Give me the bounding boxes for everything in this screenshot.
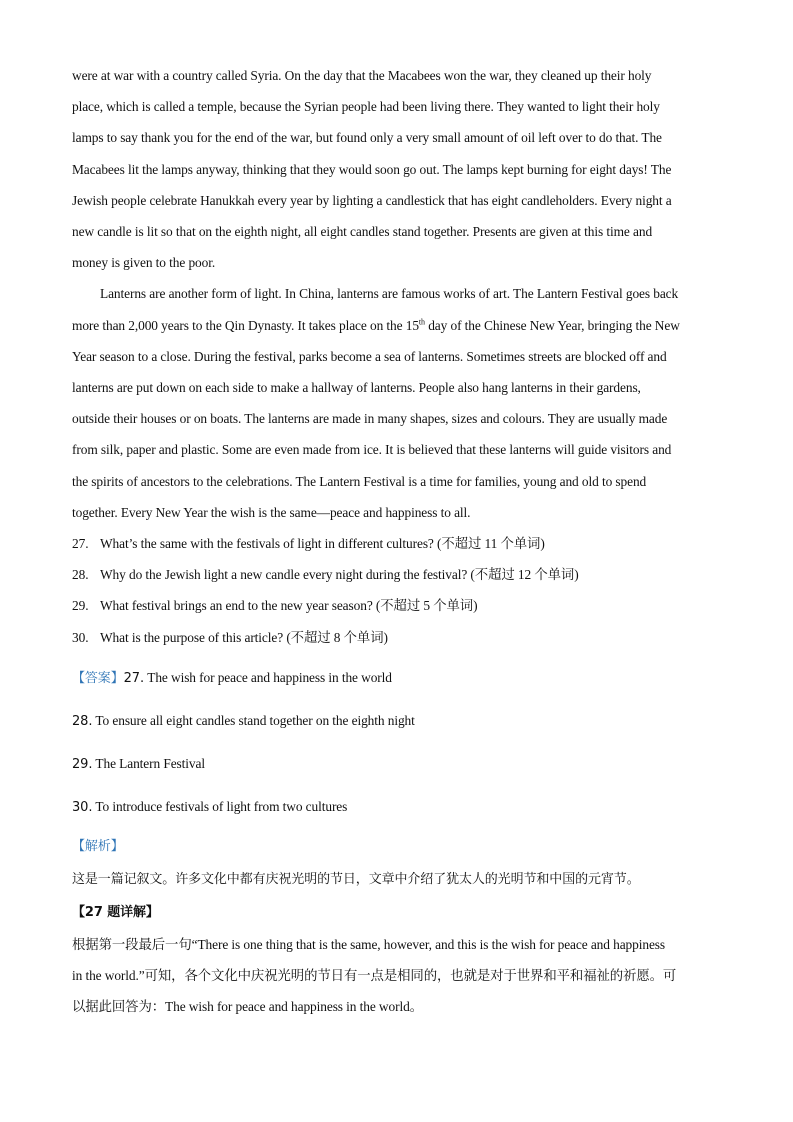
answer-text: To ensure all eight candles stand together on the eighth night — [95, 712, 415, 728]
q27-detail-heading: 【27 题详解】 — [72, 904, 159, 920]
text-line: in the world.”可知，各个文化中庆祝光明的节日有一点是相同的，也就是对于世界和平和福祉的祈愿。可 — [72, 968, 677, 984]
analysis-label-line — [72, 829, 722, 863]
passage-paragraph-1 — [72, 60, 722, 278]
question-number: 29. — [72, 598, 89, 614]
analysis-label: 【解析】 — [72, 838, 124, 854]
question-item — [72, 528, 722, 559]
text-line: money is given to the poor. — [72, 255, 216, 271]
text-line: Lanterns are another form of light. In China, lanterns are famous works of art. The Lantern Festival goes back — [100, 286, 679, 302]
question-item — [72, 590, 722, 621]
text-line: 根据第一段最后一句“There is one thing that is the same, however, and this is the wish for peace and happiness — [72, 936, 666, 952]
passage — [72, 60, 722, 528]
question-item — [72, 622, 722, 653]
text-line: more than 2,000 years to the Qin Dynasty. It takes place on the 15 — [72, 317, 419, 333]
text-line: new candle is lit so that on the eighth night, all eight candles stand together. Presents are given at this time and — [72, 224, 653, 240]
text-line: day of the Chinese New Year, bringing the New — [424, 317, 680, 333]
answer-text: To introduce festivals of light from two cultures — [95, 798, 348, 814]
question-number: 30. — [72, 629, 89, 645]
text-line: outside their houses or on boats. The lanterns are made in many shapes, sizes and colours. They are usually made — [72, 411, 668, 427]
answer-label: 【答案】 — [72, 670, 124, 686]
q27-detail-text — [72, 929, 722, 1023]
text-line: the spirits of ancestors to the celebrations. The Lantern Festival is a time for families, young and old to spend — [72, 473, 647, 489]
superscript: th — [418, 317, 425, 327]
answer-number: 28. — [72, 713, 93, 729]
text-line: were at war with a country called Syria. On the day that the Macabees won the war, they cleaned up their holy — [72, 68, 652, 83]
passage-paragraph-2 — [72, 278, 722, 528]
analysis-summary: 这是一篇记叙文。许多文化中都有庆祝光明的节日，文章中介绍了犹太人的光明节和中国的元宵节。 — [72, 871, 640, 887]
text-line: place, which is called a temple, because the Syrian people had been living there. They wanted to light their holy — [72, 99, 660, 115]
text-line: Macabees lit the lamps anyway, thinking that they would soon go out. The lamps kept burning for eight days! The — [72, 161, 672, 177]
question-text: What festival brings an end to the new year season? (不超过 5 个单词) — [100, 598, 478, 614]
answer-item — [72, 743, 722, 786]
text-line: 以据此回答为：The wish for peace and happiness in the world。 — [72, 999, 423, 1015]
text-line: lamps to say thank you for the end of the war, but found only a very small amount of oil left over to do that. The — [72, 130, 662, 146]
document-page — [72, 60, 722, 1022]
question-text: What’s the same with the festivals of light in different cultures? (不超过 11 个单词) — [100, 536, 545, 552]
answer-number: 30. — [72, 799, 93, 815]
question-text: Why do the Jewish light a new candle every night during the festival? (不超过 12 个单词) — [100, 567, 579, 583]
question-number: 28. — [72, 567, 89, 583]
question-text: What is the purpose of this article? (不超过 8 个单词) — [100, 629, 388, 645]
text-line: Jewish people celebrate Hanukkah every year by lighting a candlestick that has eight candleholders. Every night a — [72, 192, 672, 208]
answer-section — [72, 657, 722, 829]
text-line: together. Every New Year the wish is the same—peace and happiness to all. — [72, 504, 471, 520]
answer-text: The wish for peace and happiness in the world — [147, 669, 392, 685]
question-list — [72, 528, 722, 653]
text-line: lanterns are put down on each side to make a hallway of lanterns. People also hang lanterns in their gardens, — [72, 380, 641, 396]
answer-item — [72, 700, 722, 743]
question-number: 27. — [72, 536, 89, 552]
answer-text: The Lantern Festival — [95, 755, 205, 771]
answer-item — [72, 786, 722, 829]
text-line: from silk, paper and plastic. Some are even made from ice. It is believed that these lanterns will guide visitors and — [72, 442, 672, 458]
question-item — [72, 559, 722, 590]
answer-number: 27. — [123, 670, 144, 686]
text-line: Year season to a close. During the festival, parks become a sea of lanterns. Sometimes streets are blocked off and — [72, 348, 667, 364]
answer-item — [72, 657, 722, 700]
answer-number: 29. — [72, 756, 93, 772]
analysis-section — [72, 829, 722, 1023]
